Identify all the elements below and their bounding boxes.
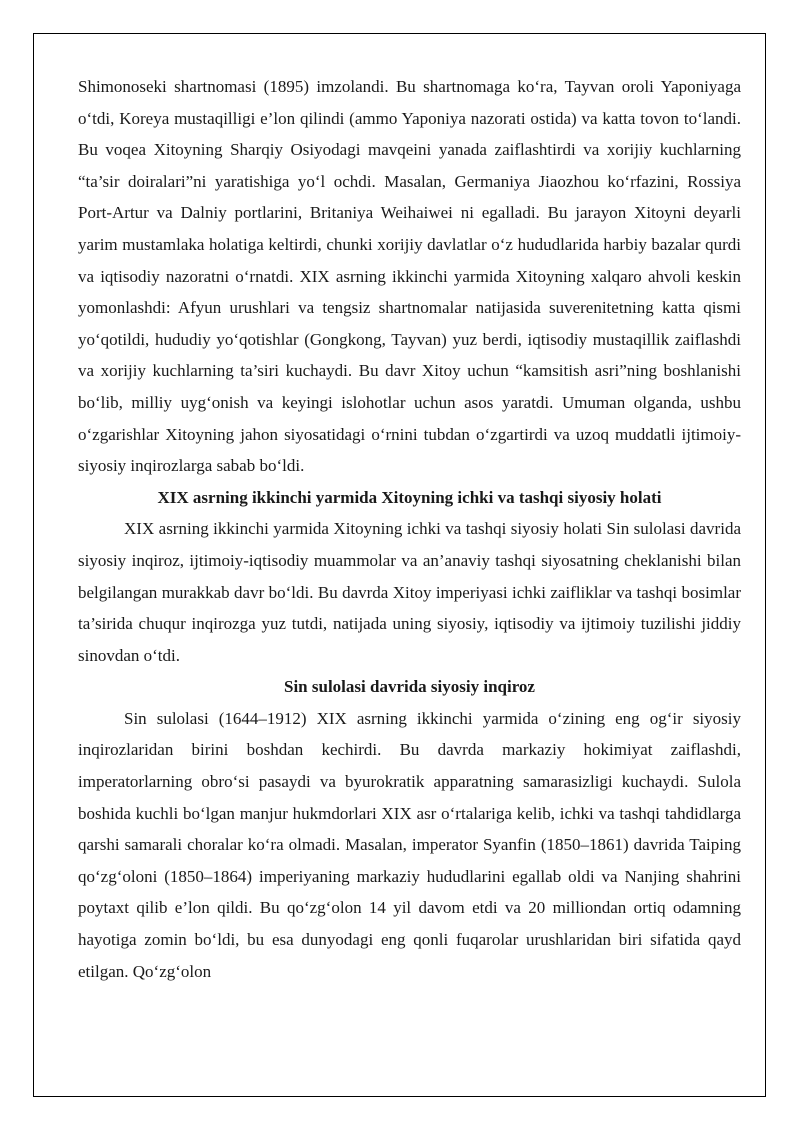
section-heading: XIX asrning ikkinchi yarmida Xitoyning ichki va tashqi siyosiy holati	[157, 487, 662, 507]
body-paragraph: Shimonoseki shartnomasi (1895) imzolandi. Bu shartnomaga ko‘ra, Tayvan oroli Yaponiyaga o‘tdi, Koreya mustaqilligi e’lon qilindi (ammo Yaponiya nazorati ostida) va katta tovon to‘landi. Bu voqea Xitoyning Sharqiy Osiyodagi mavqeini yanada zaiflashtirdi va xorijiy kuchlarning “ta’sir doiralari”ni yaratishiga yo‘l ochdi. Masalan, Germaniya Jiaozhou ko‘rfazini, Rossiya Port-Artur va Dalniy portlarini, Britaniya Weihaiwei ni egalladi. Bu jarayon Xitoyni deyarli yarim mustamlaka holatiga keltirdi, chunki xorijiy davlatlar o‘z hududlarida harbiy bazalar qurdi va iqtisodiy nazoratni o‘rnatdi. XIX asrning ikkinchi yarmida Xitoyning xalqaro ahvoli keskin yomonlashdi: Afyun urushlari va tengsiz shartnomalar natijasida suverenitetning katta qismi yo‘qotildi, hududiy yo‘qotishlar (Gongkong, Tayvan) yuz berdi, iqtisodiy mustaqillik zaiflashdi va xorijiy kuchlarning ta’siri kuchaydi. Bu davr Xitoy uchun “kamsitish asri”ning boshlanishi bo‘lib, milliy uyg‘onish va keyingi islohotlar uchun asos yaratdi. Umuman olganda, ushbu o‘zgarishlar Xitoyning jahon siyosatidagi o‘rnini tubdan o‘zgartirdi va uzoq muddatli ijtimoiy-siyosiy inqirozlarga sabab bo‘ldi.	[78, 77, 741, 476]
body-paragraph: XIX asrning ikkinchi yarmida Xitoyning ichki va tashqi siyosiy holati Sin sulolasi davrida siyosiy inqiroz, ijtimoiy-iqtisodiy muammolar va an’anaviy tashqi siyosatning cheklanishi bilan belgilangan murakkab davr bo‘ldi. Bu davrda Xitoy imperiyasi ichki zaifliklar va tashqi bosimlar ta’sirida chuqur inqirozga yuz tutdi, natijada uning siyosiy, iqtisodiy va ijtimoiy tuzilishi jiddiy sinovdan o‘tdi.	[78, 519, 741, 665]
document-body	[78, 71, 741, 987]
subsection-heading: Sin sulolasi davrida siyosiy inqiroz	[284, 677, 535, 697]
body-paragraph: Sin sulolasi (1644–1912) XIX asrning ikkinchi yarmida o‘zining eng og‘ir siyosiy inqirozlaridan birini boshdan kechirdi. Bu davrda markaziy hokimiyat zaiflashdi, imperatorlarning obro‘si pasaydi va byurokratik apparatning samarasizligi kuchaydi. Sulola boshida kuchli bo‘lgan manjur hukmdorlari XIX asr o‘rtalariga kelib, ichki va tashqi tahdidlarga qarshi samarali choralar ko‘ra olmadi. Masalan, imperator Syanfin (1850–1861) davrida Taiping qo‘zg‘oloni (1850–1864) imperiyaning markaziy hududlarini egallab oldi va Nanjing shahrini poytaxt qilib e’lon qildi. Bu qo‘zg‘olon 14 yil davom etdi va 20 milliondan ortiq odamning hayotiga zomin bo‘ldi, bu esa dunyodagi eng qonli fuqarolar urushlaridan biri sifatida qayd etilgan. Qo‘zg‘olon	[78, 708, 741, 981]
